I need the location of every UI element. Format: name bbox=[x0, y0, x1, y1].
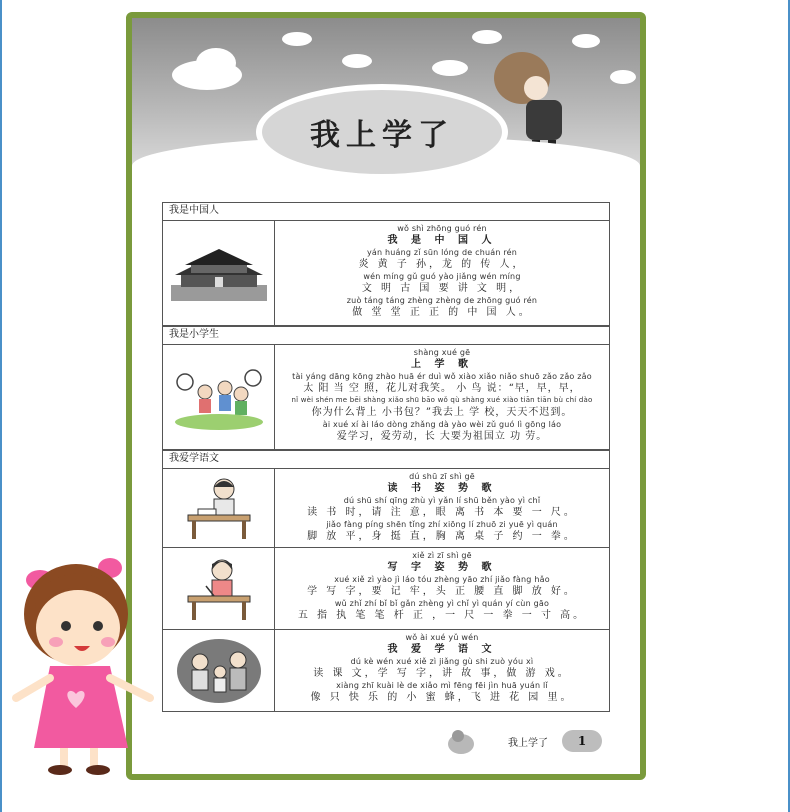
line-pinyin: wén míng gǔ guó yào jiǎng wén míng bbox=[363, 272, 521, 281]
page-footer bbox=[432, 726, 640, 756]
line-pinyin: yán huáng zǐ sūn lóng de chuán rén bbox=[366, 248, 518, 257]
poem-title: 上 学 歌 bbox=[411, 359, 473, 370]
line-text: 读 课 文，学 写 字，讲 故 事，做 游 戏。 bbox=[313, 668, 571, 679]
line-text: 读 书 时，请 注 意，眼 离 书 本 要 一 尺。 bbox=[307, 507, 577, 518]
table-row bbox=[162, 220, 610, 326]
header-illustration bbox=[132, 18, 640, 168]
line-text: 你为什么背上 小书包？”我去上 学 校，天天不迟到。 bbox=[311, 407, 573, 418]
image-cell bbox=[163, 345, 275, 449]
line-pinyin: xué xiě zì yào jì láo tóu zhèng yāo zhí jiǎo fàng hǎo bbox=[334, 575, 550, 584]
line-text: 像 只 快 乐 的 小 蜜 蜂，飞 进 花 园 里。 bbox=[310, 692, 574, 703]
line-pinyin: ài xué xí ài láo dòng zhǎng dà yào wèi zǔ guó lì gōng láo bbox=[322, 420, 562, 429]
line-text: 五 指 执 笔 笔 杆 正 ，一 尺 一 拳 一 寸 高。 bbox=[297, 610, 587, 621]
cloud-shape bbox=[572, 34, 600, 48]
cartoon-girl-illustration bbox=[10, 548, 160, 778]
line-pinyin: tài yáng dāng kōng zhào huā ér duì wǒ xiào xiǎo niǎo shuō zǎo zǎo zǎo bbox=[292, 372, 592, 381]
poem-title: 我 是 中 国 人 bbox=[387, 235, 497, 246]
line-pinyin: nǐ wèi shén me bēi shàng xiǎo shū bāo wǒ qù shàng xué xiào tiān tiān bù chí dào bbox=[291, 396, 593, 404]
poem-title: 读 书 姿 势 歌 bbox=[387, 483, 497, 494]
line-text: 文 明 古 国 要 讲 文 明， bbox=[361, 283, 523, 294]
poem-cell bbox=[275, 630, 609, 711]
cloud-shape bbox=[196, 48, 236, 78]
title-pinyin: xiě zì zī shì gē bbox=[412, 551, 472, 560]
cloud-shape bbox=[342, 54, 372, 68]
image-cell bbox=[163, 630, 275, 711]
line-text: 脚 放 平，身 挺 直，胸 离 桌 子 约 一 拳。 bbox=[307, 531, 577, 542]
title-cloud bbox=[262, 90, 502, 174]
line-text: 学 写 字，要 记 牢，头 正 腰 直 脚 放 好。 bbox=[307, 586, 577, 597]
title-pinyin: shàng xué gē bbox=[413, 348, 471, 357]
title-pinyin: wǒ ài xué yǔ wén bbox=[405, 633, 479, 642]
poem-cell bbox=[275, 469, 609, 547]
footer-ornament-icon bbox=[446, 726, 476, 756]
tiananmen-gate-icon bbox=[171, 245, 267, 301]
poem-title: 我 爱 学 语 文 bbox=[387, 644, 497, 655]
line-pinyin: xiàng zhī kuài lè de xiǎo mì fēng fēi jìn huā yuán lǐ bbox=[336, 681, 548, 690]
poem-cell bbox=[275, 221, 609, 325]
line-text: 太 阳 当 空 照，花儿对我笑。 小 鸟 说：“早，早，早， bbox=[303, 383, 581, 394]
title-pinyin: wǒ shì zhōng guó rén bbox=[397, 224, 487, 233]
poem-cell bbox=[275, 345, 609, 449]
cloud-shape bbox=[472, 30, 502, 44]
page-number: 1 bbox=[562, 730, 602, 752]
image-cell bbox=[163, 469, 275, 547]
page-frame bbox=[126, 12, 646, 780]
poem-cell bbox=[275, 548, 609, 629]
line-pinyin: dú shū shí qīng zhù yì yǎn lí shū běn yào yì chǐ bbox=[343, 496, 541, 505]
title-pinyin: dú shū zī shì gē bbox=[409, 472, 475, 481]
image-cell bbox=[163, 548, 275, 629]
poem-title: 写 字 姿 势 歌 bbox=[387, 562, 497, 573]
boy-reading-icon bbox=[184, 475, 254, 541]
line-pinyin: zuò táng táng zhèng zhèng de zhōng guó rén bbox=[346, 296, 538, 305]
section-heading: 我爱学语文 bbox=[162, 450, 610, 468]
line-text: 做 堂 堂 正 正 的 中 国 人。 bbox=[352, 307, 532, 318]
line-text: 爱学习，爱劳动，长 大要为祖国立 功 劳。 bbox=[336, 431, 548, 442]
image-cell bbox=[163, 221, 275, 325]
section-heading: 我是小学生 bbox=[162, 326, 610, 344]
cloud-shape bbox=[282, 32, 312, 46]
cloud-shape bbox=[610, 70, 636, 84]
table-row bbox=[162, 630, 610, 712]
page-title: 我上学了 bbox=[310, 118, 454, 153]
children-garden-icon bbox=[171, 362, 267, 432]
table-row bbox=[162, 344, 610, 450]
line-text: 炎 黄 子 孙，龙 的 传 人， bbox=[358, 259, 526, 270]
line-pinyin: wǔ zhǐ zhí bǐ bǐ gǎn zhèng yì chǐ yì quán yí cùn gāo bbox=[334, 599, 550, 608]
poem-table bbox=[162, 202, 610, 712]
left-edge-line bbox=[0, 0, 2, 812]
table-row bbox=[162, 468, 610, 548]
line-pinyin: jiǎo fàng píng shēn tǐng zhí xiōng lí zhuō zi yuē yì quán bbox=[326, 520, 558, 529]
section-heading: 我是中国人 bbox=[162, 202, 610, 220]
girl-writing-icon bbox=[184, 556, 254, 622]
footer-title: 我上学了 bbox=[508, 738, 548, 749]
table-row bbox=[162, 548, 610, 630]
family-reading-icon bbox=[176, 638, 262, 704]
line-pinyin: dú kè wén xué xiě zì jiǎng gù shi zuò yóu xì bbox=[350, 657, 534, 666]
cloud-shape bbox=[432, 60, 468, 76]
